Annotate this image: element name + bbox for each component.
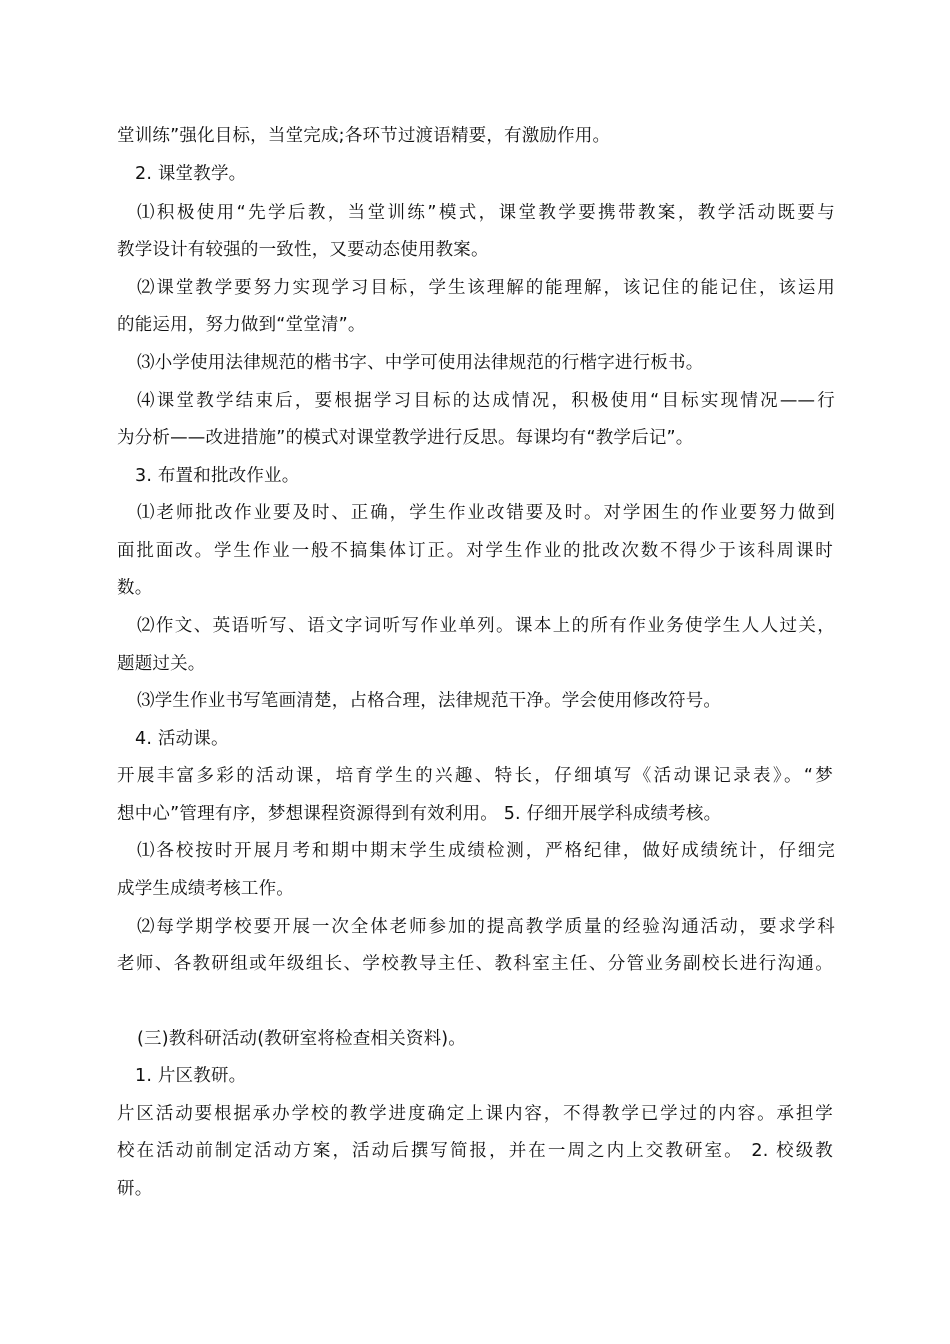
text-line-8: ⑷课堂教学结束后，要根据学习目标的达成情况，积极使用“目标实现情况——行 <box>137 391 835 411</box>
section-heading-research: (三)教科研活动(教研室将检查相关资料)。 <box>137 1029 467 1049</box>
section-heading-classroom-teaching: 2. 课堂教学。 <box>135 164 247 184</box>
text-line-15: 题题过关。 <box>117 654 206 674</box>
text-line-26: 片区活动要根据承办学校的教学进度确定上课内容，不得教学已学过的内容。承担学 <box>117 1104 833 1124</box>
text-line-20: ⑴各校按时开展月考和期中期末学生成绩检测，严格纪律，做好成绩统计，仔细完 <box>137 841 835 861</box>
text-line-14: ⑵作文、英语听写、语文字词听写作业单列。课本上的所有作业务使学生人人过关， <box>137 616 835 636</box>
text-line-21: 成学生成绩考核工作。 <box>117 879 294 899</box>
text-line-3: ⑴积极使用“先学后教，当堂训练”模式，课堂教学要携带教案，教学活动既要与 <box>137 203 835 223</box>
text-line-12: 面批面改。学生作业一般不搞集体订正。对学生作业的批改次数不得少于该科周课时 <box>117 541 833 561</box>
text-line-16: ⑶学生作业书写笔画清楚，占格合理，法律规范干净。学会使用修改符号。 <box>137 691 722 711</box>
text-line-5: ⑵课堂教学要努力实现学习目标，学生该理解的能理解，该记住的能记住，该运用 <box>137 278 835 298</box>
text-line-19: 想中心”管理有序，梦想课程资源得到有效利用。 5. 仔细开展学科成绩考核。 <box>117 804 722 824</box>
text-line-4: 教学设计有较强的一致性，又要动态使用教案。 <box>117 240 489 260</box>
text-line-27: 校在活动前制定活动方案，活动后撰写简报，并在一周之内上交教研室。 2. 校级教 <box>117 1141 833 1161</box>
section-heading-district-research: 1. 片区教研。 <box>135 1066 247 1086</box>
text-line-1: 堂训练”强化目标，当堂完成;各环节过渡语精要，有激励作用。 <box>117 126 611 146</box>
text-line-11: ⑴老师批改作业要及时、正确，学生作业改错要及时。对学困生的作业要努力做到 <box>137 503 835 523</box>
text-line-6: 的能运用，努力做到“堂堂清”。 <box>117 315 366 335</box>
section-heading-activity-class: 4. 活动课。 <box>135 729 229 749</box>
text-line-23: 老师、各教研组或年级组长、学校教导主任、教科室主任、分管业务副校长进行沟通。 <box>117 954 833 974</box>
text-line-22: ⑵每学期学校要开展一次全体老师参加的提高教学质量的经验沟通活动，要求学科 <box>137 917 835 937</box>
text-line-28: 研。 <box>117 1179 153 1199</box>
text-line-9: 为分析——改进措施”的模式对课堂教学进行反思。每课均有“教学后记”。 <box>117 428 694 448</box>
text-line-18: 开展丰富多彩的活动课，培育学生的兴趣、特长，仔细填写《活动课记录表》。“梦 <box>117 766 833 786</box>
text-line-7: ⑶小学使用法律规范的楷书字、中学可使用法律规范的行楷字进行板书。 <box>137 353 704 373</box>
section-heading-homework: 3. 布置和批改作业。 <box>135 466 300 486</box>
text-line-13: 数。 <box>117 578 153 598</box>
